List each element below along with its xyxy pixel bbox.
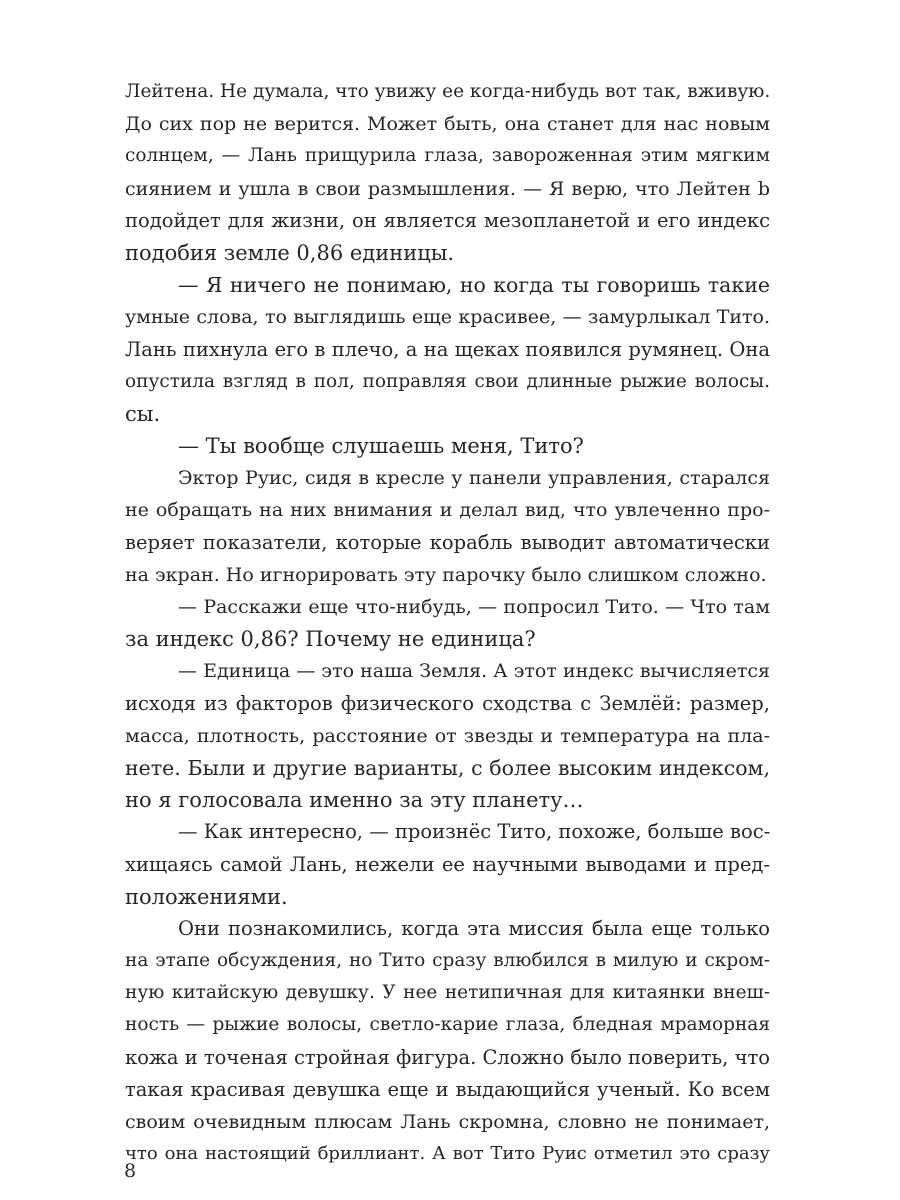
text-line: хищаясь самой Лань, нежели ее научными выводами и пред- xyxy=(125,852,770,876)
text-line: что она настоящий бриллиант. А вот Тито Руис отметил это сразу xyxy=(125,1143,770,1165)
text-line: умные слова, то выглядишь еще красивее, — замурлыкал Тито. xyxy=(125,306,770,329)
text-line: веряет показатели, которые корабль выводит автоматически xyxy=(125,530,770,554)
text-line: До сих пор не верится. Может быть, она станет для нас новым xyxy=(125,113,770,136)
text-line: — Ты вообще слушаешь меня, Тито? xyxy=(178,434,584,459)
text-line: ную китайскую девушку. У нее нетипичная для китаянки внеш- xyxy=(125,982,770,1004)
text-line: Они познакомились, когда эта миссия была еще только xyxy=(178,916,770,940)
text-line: Эктор Руис, сидя в кресле у панели управления, старался xyxy=(178,467,770,490)
text-line: Лань пихнула его в плечо, а на щеках появился румянец. Она xyxy=(125,337,770,361)
text-line: сы. xyxy=(125,401,161,426)
text-line: не обращать на них внимания и делал вид, что увлеченно про- xyxy=(125,499,770,522)
text-line: подойдет для жизни, он является мезопланетой и его индекс xyxy=(125,208,770,232)
text-line: своим очевидным плюсам Лань скромна, словно не понимает, xyxy=(125,1111,770,1133)
text-line: подобия земле 0,86 единицы. xyxy=(125,240,455,265)
text-line: за индекс 0,86? Почему не единица? xyxy=(125,627,536,652)
text-line: нете. Были и другие варианты, с более высоким индексом, xyxy=(125,755,770,780)
text-line: положениями. xyxy=(125,884,288,909)
text-line: исходя из факторов физического сходства с Землёй: размер, xyxy=(125,691,770,715)
text-line: ность — рыжие волосы, светло-карие глаза, бледная мраморная xyxy=(125,1014,770,1036)
text-line: но я голосовала именно за эту планету… xyxy=(125,788,584,813)
text-line: масса, плотность, расстояние от звезды и температура на пла- xyxy=(125,724,770,747)
text-line: солнцем, — Лань прищурила глаза, завороженная этим мягким xyxy=(125,145,770,167)
text-line: на экран. Но игнорировать эту парочку было слишком сложно. xyxy=(125,563,767,586)
page-body xyxy=(125,76,770,1170)
text-line: такая красивая девушка еще и выдающийся ученый. Ко всем xyxy=(125,1077,770,1101)
text-line: — Я ничего не понимаю, но когда ты говоришь такие xyxy=(178,273,770,298)
text-line: — Расскажи еще что-нибудь, — попросил Тито. — Что там xyxy=(178,596,770,618)
text-line: сиянием и ушла в свои размышления. — Я верю, что Лейтен b xyxy=(125,177,770,200)
text-line: кожа и точеная стройная фигура. Сложно было поверить, что xyxy=(125,1045,770,1069)
text-line: — Единица — это наша Земля. А этот индекс вычисляется xyxy=(178,660,770,683)
text-line: — Как интересно, — произнёс Тито, похоже, больше вос- xyxy=(178,820,771,844)
text-line: опустила взгляд в пол, поправляя свои длинные рыжие волосы. xyxy=(125,370,770,392)
text-line: на этапе обсуждения, но Тито сразу влюбился в милую и скром- xyxy=(125,950,770,972)
text-line: Лейтена. Не думала, что увижу ее когда-нибудь вот так, вживую. xyxy=(125,81,771,102)
page-number: 8 xyxy=(124,1160,137,1182)
